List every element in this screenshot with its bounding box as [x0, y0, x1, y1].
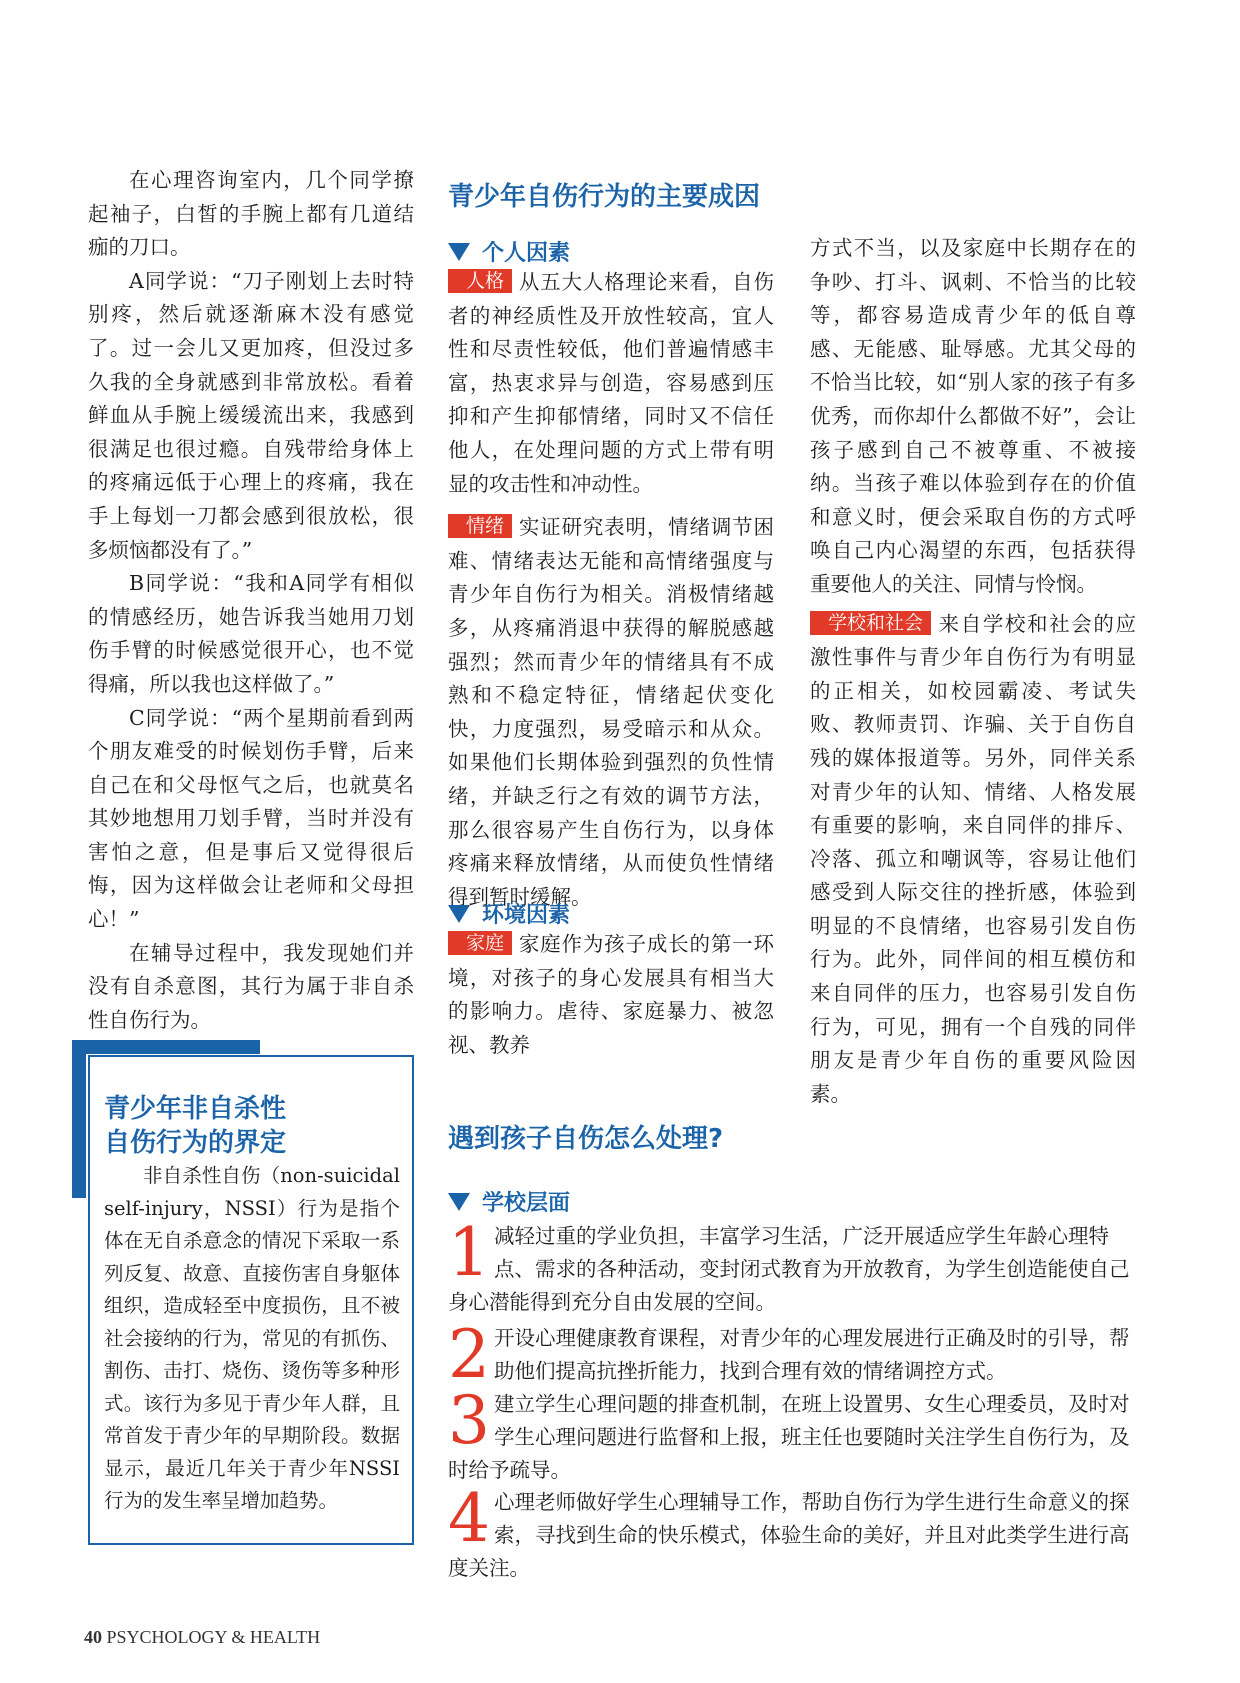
- school-level-heading: [448, 1186, 570, 1217]
- school-society-paragraph: [810, 608, 1136, 1112]
- personality-text: 从五大人格理论来看，自伤者的神经质性及开放性较高，宜人性和尽责性较低，他们普遍情感丰富，热衷求异与创造，容易感到压抑和产生抑郁情绪，同时又不信任他人，在处理问题的方式上带有明显的攻击性和冲动性。: [448, 270, 774, 496]
- left-column: [88, 164, 414, 1037]
- triangle-down-icon: [448, 905, 470, 923]
- paragraph: A同学说：“刀子刚划上去时特别疼，然后就逐渐麻木没有感觉了。过一会儿又更加疼，但没过多久我的全身就感到非常放松。看着鲜血从手腕上缓缓流出来，我感到很满足也很过瘾。自残带给身体上的疼痛远低于心理上的疼痛，我在手上每划一刀都会感到很放松，很多烦恼都没有了。”: [88, 268, 414, 562]
- item-text: 建立学生心理问题的排查机制，在班上设置男、女生心理委员，及时对学生心理问题进行监督和上报，班主任也要随时关注学生自伤行为，及时给予疏导。: [448, 1392, 1130, 1482]
- item-number: 2: [448, 1316, 490, 1393]
- family-continued: 方式不当，以及家庭中长期存在的争吵、打斗、讽刺、不恰当的比较等，都容易造成青少年的低自尊感、无能感、耻辱感。尤其父母的不恰当比较，如“别人家的孩子有多优秀，而你却什么都做不好”，会让孩子感到自己不被尊重、不被接纳。当孩子难以体验到存在的价值和意义时，便会采取自伤的方式呼唤自己内心渴望的东西，包括获得重要他人的关注、同情与怜悯。: [810, 236, 1136, 596]
- definition-title-line: 自伤行为的界定: [104, 1128, 287, 1158]
- item-number: 3: [448, 1382, 490, 1459]
- magazine-name: PSYCHOLOGY & HEALTH: [106, 1627, 321, 1647]
- middle-column: [448, 266, 774, 914]
- paragraph: 在辅导过程中，我发现她们并没有自杀意图，其行为属于非自杀性自伤行为。: [88, 940, 414, 1032]
- list-item: [448, 1382, 1138, 1487]
- personality-tag: 人格: [448, 269, 512, 293]
- paragraph: C同学说：“两个星期前看到两个朋友难受的时候划伤手臂，后来自己在和父母怄气之后，也就莫名其妙地想用刀划手臂，当时并没有害怕之意，但是事后又觉得很后悔，因为这样做会让老师和父母担心！”: [88, 705, 414, 932]
- emotion-tag: 情绪: [448, 514, 512, 538]
- environment-factors-heading: [448, 898, 570, 929]
- box-accent-bar: [72, 1040, 260, 1054]
- triangle-down-icon: [448, 1193, 470, 1211]
- item-text: 心理老师做好学生心理辅导工作，帮助自伤行为学生进行生命意义的探索，寻找到生命的快乐模式，体验生命的美好，并且对此类学生进行高度关注。: [448, 1490, 1130, 1580]
- school-society-text: 来自学校和社会的应激性事件与青少年自伤行为有明显的正相关，如校园霸凌、考试失败、教师责罚、诈骗、关于自伤自残的媒体报道等。另外，同伴关系对青少年的认知、情绪、人格发展有重要的影响，来自同伴的排斥、冷落、孤立和嘲讽等，容易让他们感受到人际交往的挫折感，体验到明显的不良情绪，也容易引发自伤行为。此外，同伴间的相互模仿和来自同伴的压力，也容易引发自伤行为，可见，拥有一个自残的同伴朋友是青少年自伤的重要风险因素。: [810, 611, 1136, 1106]
- paragraph: 在心理咨询室内，几个同学撩起袖子，白皙的手腕上都有几道结痂的刀口。: [88, 168, 414, 260]
- item-text: 减轻过重的学业负担，丰富学习生活，广泛开展适应学生年龄心理特点、需求的各种活动，变封闭式教育为开放教育，为学生创造能使自己身心潜能得到充分自由发展的空间。: [448, 1224, 1130, 1314]
- heading-label: 环境因素: [482, 903, 571, 928]
- heading-label: 学校层面: [482, 1191, 571, 1216]
- family-block: [448, 928, 774, 1062]
- page-footer: [84, 1627, 320, 1648]
- page-number: 40: [84, 1627, 102, 1647]
- handling-title: 遇到孩子自伤怎么处理?: [448, 1124, 724, 1154]
- item-number: 1: [448, 1214, 490, 1291]
- definition-title-line: 青少年非自杀性: [104, 1094, 287, 1124]
- school-society-tag: 学校和社会: [810, 611, 931, 635]
- emotion-text: 实证研究表明，情绪调节困难、情绪表达无能和高情绪强度与青少年自伤行为相关。消极情绪越多，从疼痛消退中获得的解脱感越强烈；然而青少年的情绪具有不成熟和不稳定特征，情绪起伏变化快，力度强烈，易受暗示和从众。如果他们长期体验到强烈的负性情绪，并缺乏行之有效的调节方法，那么很容易产生自伤行为，以身体疼痛来释放情绪，从而使负性情绪得到暂时缓解。: [448, 515, 774, 909]
- item-number: 4: [448, 1480, 490, 1557]
- triangle-down-icon: [448, 243, 470, 261]
- emotion-paragraph: [448, 511, 774, 914]
- causes-title: 青少年自伤行为的主要成因: [448, 182, 761, 212]
- personality-paragraph: [448, 266, 774, 501]
- paragraph: B同学说：“我和A同学有相似的情感经历，她告诉我当她用刀划伤手臂的时候感觉很开心，也不觉得痛，所以我也这样做了。”: [88, 571, 414, 696]
- definition-title: [104, 1092, 286, 1160]
- family-tag: 家庭: [448, 931, 512, 955]
- box-accent-bar: [72, 1040, 86, 1198]
- item-text: 开设心理健康教育课程，对青少年的心理发展进行正确及时的引导，帮助他们提高抗挫折能力，找到合理有效的情绪调控方式。: [494, 1326, 1130, 1383]
- heading-label: 个人因素: [482, 241, 571, 266]
- definition-text: 非自杀性自伤（non-suicidal self-injury，NSSI）行为是指个体在无自杀意念的情况下采取一系列反复、故意、直接伤害自身躯体组织，造成轻至中度损伤，且不被社会接纳的行为，常见的有抓伤、割伤、击打、烧伤、烫伤等多种形式。该行为多见于青少年人群，且常首发于青少年的早期阶段。数据显示，最近几年关于青少年NSSI行为的发生率呈增加趋势。: [104, 1164, 400, 1512]
- right-column: [810, 232, 1136, 1111]
- family-text: 家庭作为孩子成长的第一环境，对孩子的身心发展具有相当大的影响力。虐待、家庭暴力、被忽视、教养: [448, 932, 774, 1057]
- list-item: [448, 1214, 1138, 1319]
- list-item: [448, 1316, 1138, 1393]
- list-item: [448, 1480, 1138, 1585]
- personal-factors-heading: [448, 236, 570, 267]
- family-paragraph: [448, 928, 774, 1062]
